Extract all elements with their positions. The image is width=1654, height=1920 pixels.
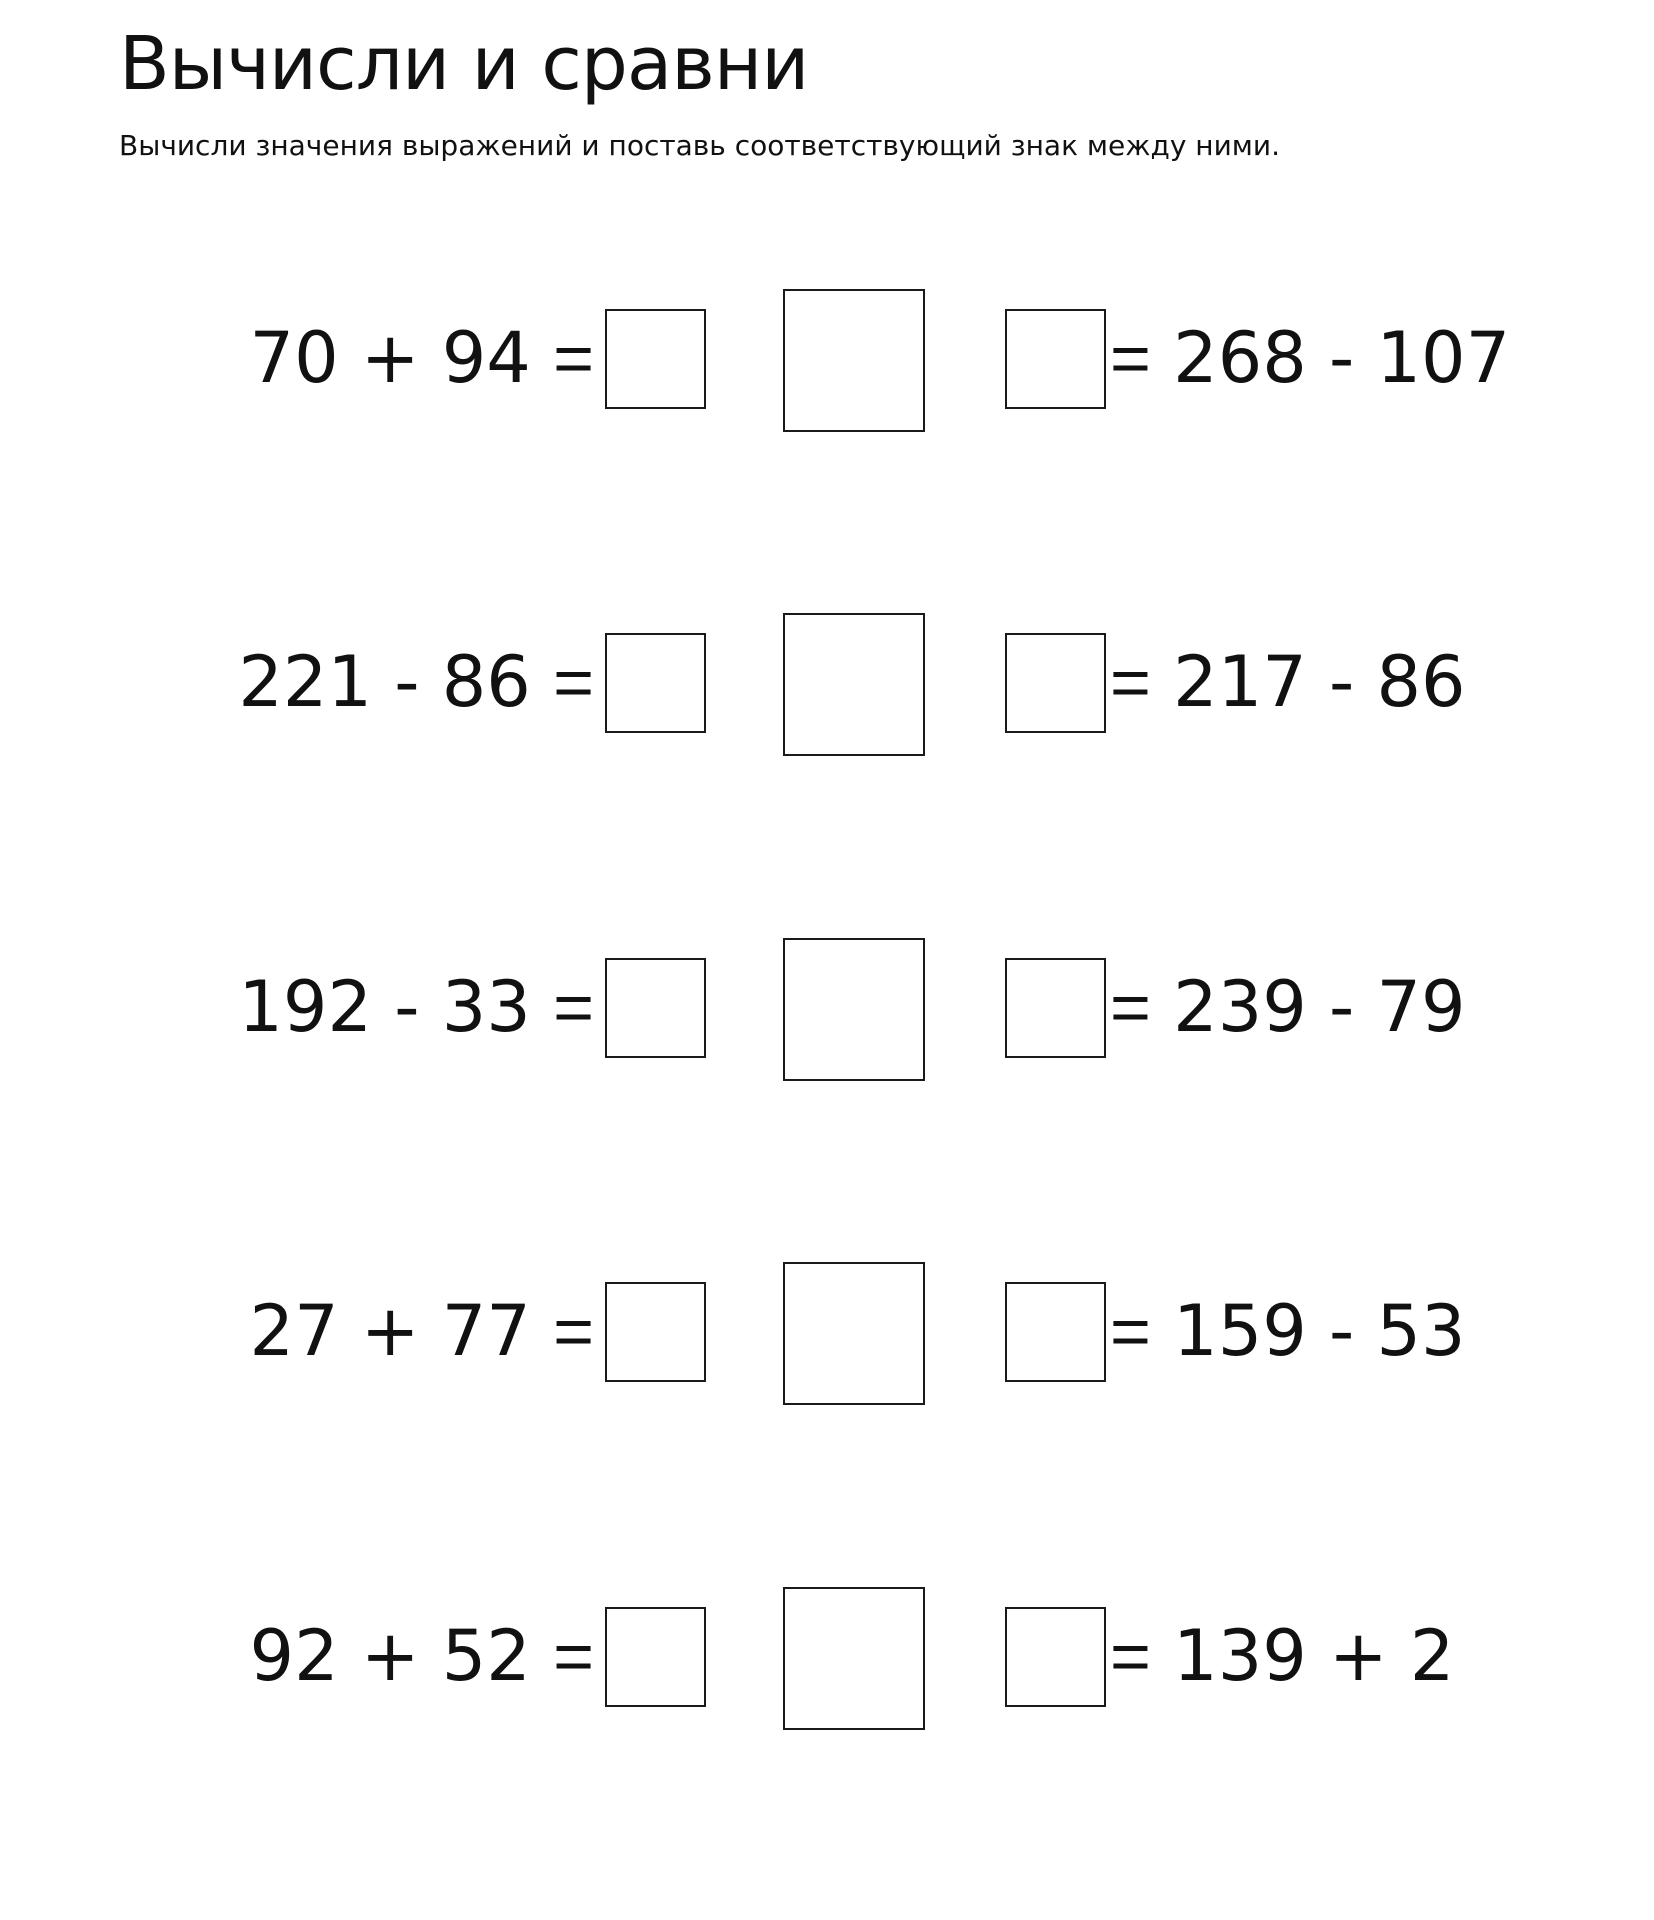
right-expression-text: 139 + 2 bbox=[1173, 1615, 1455, 1697]
left-equals-sign: = bbox=[553, 1617, 594, 1695]
right-equals-sign: = bbox=[1110, 1617, 1151, 1695]
right-equals-sign: = bbox=[1110, 968, 1151, 1046]
left-equals-sign: = bbox=[553, 643, 594, 721]
right-expression bbox=[1110, 637, 1466, 727]
right-expression-text: 159 - 53 bbox=[1173, 1290, 1466, 1372]
left-expression bbox=[238, 637, 594, 727]
right-equals-sign: = bbox=[1110, 1292, 1151, 1370]
comparison-sign-box[interactable] bbox=[783, 938, 925, 1081]
comparison-sign-box[interactable] bbox=[783, 1587, 925, 1730]
exercise-row-2 bbox=[0, 613, 1654, 758]
left-expression-text: 192 - 33 bbox=[238, 966, 531, 1048]
left-equals-sign: = bbox=[553, 1292, 594, 1370]
right-answer-box[interactable] bbox=[1005, 633, 1106, 733]
right-expression-text: 239 - 79 bbox=[1173, 966, 1466, 1048]
left-answer-box[interactable] bbox=[605, 1282, 706, 1382]
exercise-row-5 bbox=[0, 1587, 1654, 1732]
right-equals-sign: = bbox=[1110, 643, 1151, 721]
right-answer-box[interactable] bbox=[1005, 1282, 1106, 1382]
left-expression bbox=[250, 313, 594, 403]
left-expression-text: 70 + 94 bbox=[249, 317, 531, 399]
right-expression-text: 217 - 86 bbox=[1173, 641, 1466, 723]
left-answer-box[interactable] bbox=[605, 958, 706, 1058]
left-equals-sign: = bbox=[553, 319, 594, 397]
comparison-sign-box[interactable] bbox=[783, 613, 925, 756]
right-equals-sign: = bbox=[1110, 319, 1151, 397]
left-answer-box[interactable] bbox=[605, 309, 706, 409]
left-answer-box[interactable] bbox=[605, 633, 706, 733]
right-answer-box[interactable] bbox=[1005, 958, 1106, 1058]
right-expression-text: 268 - 107 bbox=[1173, 317, 1511, 399]
right-expression bbox=[1110, 313, 1510, 403]
comparison-sign-box[interactable] bbox=[783, 1262, 925, 1405]
right-answer-box[interactable] bbox=[1005, 309, 1106, 409]
left-expression bbox=[250, 1286, 594, 1376]
exercise-row-4 bbox=[0, 1262, 1654, 1407]
exercise-row-3 bbox=[0, 938, 1654, 1083]
right-expression bbox=[1110, 1611, 1454, 1701]
page-title: Вычисли и сравни bbox=[119, 21, 809, 107]
comparison-sign-box[interactable] bbox=[783, 289, 925, 432]
left-answer-box[interactable] bbox=[605, 1607, 706, 1707]
right-answer-box[interactable] bbox=[1005, 1607, 1106, 1707]
right-expression bbox=[1110, 1286, 1466, 1376]
left-expression bbox=[250, 1611, 594, 1701]
instruction-text: Вычисли значения выражений и поставь соответствующий знак между ними. bbox=[119, 129, 1281, 162]
left-expression-text: 92 + 52 bbox=[249, 1615, 531, 1697]
left-expression-text: 27 + 77 bbox=[249, 1290, 531, 1372]
left-expression bbox=[238, 962, 594, 1052]
exercise-row-1 bbox=[0, 289, 1654, 434]
left-expression-text: 221 - 86 bbox=[238, 641, 531, 723]
left-equals-sign: = bbox=[553, 968, 594, 1046]
right-expression bbox=[1110, 962, 1466, 1052]
